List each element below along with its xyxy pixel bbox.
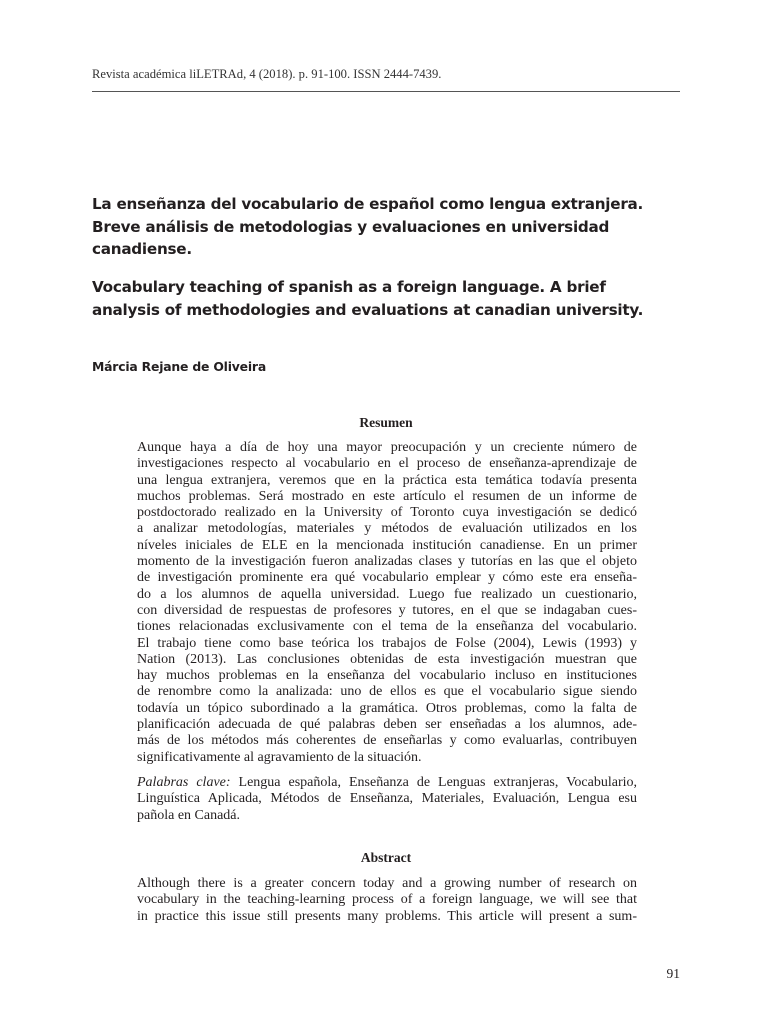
title-english-line: analysis of methodologies and evaluations at canadian university. — [92, 300, 644, 319]
abstract-heading: Abstract — [360, 850, 412, 865]
resumen-line: postdoctorado realizado en la University of Toronto cuya investigación se dedicó — [137, 505, 637, 521]
resumen-line: momento de la investigación fueron analizadas clases y tutorías en las que el objeto — [137, 554, 637, 570]
resumen-line: hay muchos problemas en la enseñanza del vocabulario incluso en instituciones — [137, 668, 637, 684]
resumen-line: planificación adecuada de qué palabras deben ser enseñadas a los alumnos, ade- — [137, 717, 637, 733]
title-spanish-line: Breve análisis de metodologias y evaluaciones en universidad — [92, 217, 610, 236]
resumen-line: muchos problemas. Será mostrado en este artículo el resumen de un informe de — [137, 488, 637, 504]
keywords-label: Palabras clave: — [137, 775, 231, 790]
keywords-line: pañola en Canadá. — [137, 807, 241, 823]
title-spanish — [92, 193, 692, 261]
title-english — [92, 276, 692, 321]
resumen-line: de renombre como la analizada: uno de ellos es que el vocabulario sigue siendo — [137, 684, 637, 700]
resumen-body — [137, 440, 637, 766]
resumen-line: una lengua extranjera, veremos que en la práctica esta temática todavía presenta — [137, 472, 637, 488]
resumen-line: a analizar metodologías, materiales y métodos de evaluación utilizados en los — [137, 521, 637, 537]
resumen-line: Aunque haya a día de hoy una mayor preocupación y un creciente número de — [137, 440, 637, 455]
running-head: Revista académica liLETRAd, 4 (2018). p. 91-100. ISSN 2444-7439. — [92, 67, 680, 92]
resumen-line: níveles iniciales de ELE en la mencionada institución canadiense. En un primer — [137, 537, 637, 553]
resumen-line: Nation (2013). Las conclusiones obtenidas de esta investigación muestran que — [137, 651, 637, 667]
resumen-line: do a los alumnos de aquella universidad. Luego fue realizado un cuestionario, — [137, 586, 637, 602]
abstract-line: vocabulary in the teaching-learning process of a foreign language, we will see that — [137, 892, 637, 908]
keywords-text: Lengua española, Enseñanza de Lenguas extranjeras, Vocabulario, — [230, 775, 638, 790]
title-spanish-line: canadiense. — [92, 240, 192, 258]
author-name: Márcia Rejane de Oliveira — [92, 359, 266, 374]
resumen-heading: Resumen — [359, 415, 413, 430]
resumen-line: significativamente al agravamiento de la situación. — [137, 749, 422, 765]
resumen-line: El trabajo tiene como base teórica los trabajos de Folse (2004), Lewis (1993) y — [137, 635, 637, 651]
title-english-line: Vocabulary teaching of spanish as a foreign language. A brief — [92, 278, 606, 296]
abstract-line: in practice this issue still presents many problems. This article will present a sum- — [137, 908, 637, 924]
resumen-line: más de los métodos más coherentes de enseñarlas y como evaluarlas, contribuyen — [137, 733, 637, 749]
page-number: 91 — [666, 966, 680, 981]
keywords-line: Linguística Aplicada, Métodos de Enseñanza, Materiales, Evaluación, Lengua esu — [137, 791, 637, 807]
title-spanish-line: La enseñanza del vocabulario de español como lengua extranjera. — [92, 195, 644, 213]
resumen-line: investigaciones respecto al vocabulario en el proceso de enseñanza-aprendizaje de — [137, 456, 637, 472]
abstract-body — [137, 876, 637, 925]
abstract-line: Although there is a greater concern today and a growing number of research on — [137, 876, 637, 891]
resumen-line: tiones relacionadas exclusivamente con el tema de la enseñanza del vocabulario. — [137, 619, 637, 635]
resumen-line: con diversidad de respuestas de profesores y tutores, en el que se indagaban cues- — [137, 602, 637, 618]
resumen-line: todavía un tópico subordinado a la gramática. Otros problemas, como la falta de — [137, 700, 637, 716]
keywords-line — [137, 775, 637, 791]
resumen-line: de investigación prominente era qué vocabulario emplear y cómo este era enseña- — [137, 570, 637, 586]
keywords — [137, 775, 637, 824]
